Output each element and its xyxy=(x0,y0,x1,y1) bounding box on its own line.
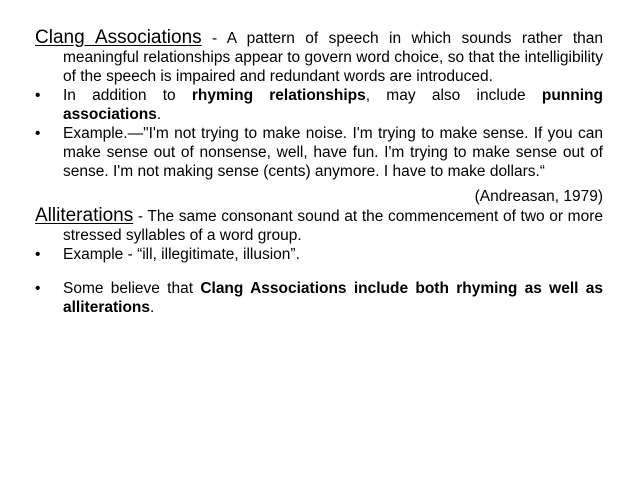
bullet-icon: • xyxy=(35,246,41,263)
belief-post: . xyxy=(150,299,155,316)
rhyming-post: . xyxy=(156,106,162,123)
rhyming-mid: , may also include xyxy=(365,87,542,104)
clang-associations-term: Clang Associations xyxy=(35,27,202,48)
alliterations-definition-text: - The same consonant sound at the commencement of two or more stressed syllables of a word group. xyxy=(63,208,603,244)
rhyming-pre: In addition to xyxy=(63,87,192,104)
spacer xyxy=(35,264,603,279)
clang-definition xyxy=(35,28,603,86)
clang-definition-text: - A pattern of speech in which sounds rather than meaningful relationships appear to govern word choice, so that the intelligibility of the speech is impaired and redundant words are introduced. xyxy=(63,30,603,85)
alliterations-term: Alliterations xyxy=(35,205,134,226)
bullet-icon: • xyxy=(35,87,41,104)
alliteration-example-text: Example - “ill, illegitimate, illusion”. xyxy=(63,246,300,263)
bullet-rhyming xyxy=(35,86,603,124)
bullet-icon: • xyxy=(35,280,41,297)
alliterations-definition xyxy=(35,206,603,245)
bullet-example-quote xyxy=(35,124,603,181)
punning-associations-bold: punning associations xyxy=(63,87,603,123)
example-quote-text: Example.—"I'm not trying to make noise. I'm trying to make sense. If you can make sense out of nonsense, well, have fun. I'm trying to make sense out of sense. I'm not making sense (cents) anymore. I have to make dollars.“ xyxy=(63,125,603,180)
belief-bold: Clang Associations include both rhyming as well as alliterations xyxy=(63,280,603,316)
bullet-alliteration-example xyxy=(35,245,603,264)
slide-content xyxy=(35,28,603,317)
citation: (Andreasan, 1979) xyxy=(474,188,603,205)
rhyming-relationships-bold: rhyming relationships xyxy=(191,87,366,104)
bullet-icon: • xyxy=(35,125,41,142)
belief-pre: Some believe that xyxy=(63,280,201,297)
bullet-belief xyxy=(35,279,603,317)
